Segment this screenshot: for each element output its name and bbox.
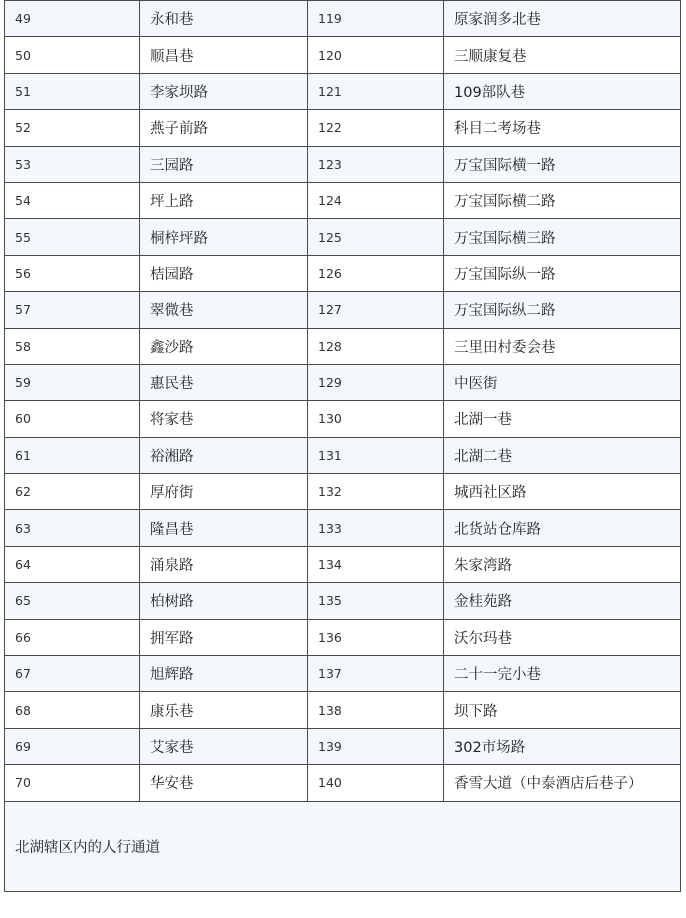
serial-number-left: 53 [5, 146, 140, 182]
street-name-right: 北货站仓库路 [444, 510, 681, 546]
table-row [5, 474, 681, 510]
serial-number-right: 131 [308, 437, 444, 473]
serial-number-left: 58 [5, 328, 140, 364]
street-name-right: 万宝国际纵二路 [444, 292, 681, 328]
table-row [5, 110, 681, 146]
table-row [5, 546, 681, 582]
street-name-right: 北湖一巷 [444, 401, 681, 437]
serial-number-right: 138 [308, 692, 444, 728]
street-name-left: 康乐巷 [140, 692, 308, 728]
street-name-left: 隆昌巷 [140, 510, 308, 546]
serial-number-right: 122 [308, 110, 444, 146]
table-row [5, 73, 681, 109]
serial-number-left: 52 [5, 110, 140, 146]
street-name-left: 顺昌巷 [140, 37, 308, 73]
street-name-left: 惠民巷 [140, 364, 308, 400]
street-name-right: 朱家湾路 [444, 546, 681, 582]
street-name-right: 坝下路 [444, 692, 681, 728]
serial-number-left: 63 [5, 510, 140, 546]
serial-number-right: 134 [308, 546, 444, 582]
street-name-right: 109部队巷 [444, 73, 681, 109]
table-row [5, 182, 681, 218]
serial-number-left: 62 [5, 474, 140, 510]
street-name-left: 三园路 [140, 146, 308, 182]
street-name-right: 原家润多北巷 [444, 1, 681, 37]
street-name-right: 三顺康复巷 [444, 37, 681, 73]
street-name-left: 李家坝路 [140, 73, 308, 109]
table-row [5, 37, 681, 73]
street-name-right: 302市场路 [444, 728, 681, 764]
street-name-left: 厚府街 [140, 474, 308, 510]
table-row [5, 437, 681, 473]
serial-number-left: 61 [5, 437, 140, 473]
serial-number-left: 51 [5, 73, 140, 109]
street-table-body [5, 1, 681, 892]
serial-number-right: 132 [308, 474, 444, 510]
table-row [5, 255, 681, 291]
street-name-right: 沃尔玛巷 [444, 619, 681, 655]
serial-number-right: 126 [308, 255, 444, 291]
street-name-right: 二十一完小巷 [444, 656, 681, 692]
serial-number-left: 55 [5, 219, 140, 255]
table-row [5, 328, 681, 364]
street-name-right: 三里田村委会巷 [444, 328, 681, 364]
serial-number-right: 136 [308, 619, 444, 655]
serial-number-left: 70 [5, 765, 140, 801]
street-name-left: 涌泉路 [140, 546, 308, 582]
table-row [5, 146, 681, 182]
serial-number-left: 57 [5, 292, 140, 328]
serial-number-right: 123 [308, 146, 444, 182]
serial-number-right: 128 [308, 328, 444, 364]
street-name-right: 中医街 [444, 364, 681, 400]
table-row [5, 510, 681, 546]
serial-number-right: 133 [308, 510, 444, 546]
serial-number-right: 124 [308, 182, 444, 218]
table-row [5, 1, 681, 37]
serial-number-right: 135 [308, 583, 444, 619]
street-name-left: 坪上路 [140, 182, 308, 218]
street-name-right: 科目二考场巷 [444, 110, 681, 146]
street-name-right: 万宝国际横一路 [444, 146, 681, 182]
table-row [5, 219, 681, 255]
street-name-right: 香雪大道（中泰酒店后巷子） [444, 765, 681, 801]
street-name-right: 万宝国际横三路 [444, 219, 681, 255]
street-name-left: 旭辉路 [140, 656, 308, 692]
table-row [5, 364, 681, 400]
street-name-left: 柏树路 [140, 583, 308, 619]
street-name-left: 燕子前路 [140, 110, 308, 146]
table-row [5, 292, 681, 328]
serial-number-right: 130 [308, 401, 444, 437]
street-name-right: 金桂苑路 [444, 583, 681, 619]
serial-number-left: 54 [5, 182, 140, 218]
serial-number-left: 66 [5, 619, 140, 655]
street-name-left: 鑫沙路 [140, 328, 308, 364]
serial-number-right: 140 [308, 765, 444, 801]
footer-note-row [5, 801, 681, 891]
street-name-right: 万宝国际纵一路 [444, 255, 681, 291]
table-row [5, 619, 681, 655]
street-name-table [4, 0, 681, 892]
street-name-left: 桐梓坪路 [140, 219, 308, 255]
serial-number-left: 50 [5, 37, 140, 73]
street-name-left: 将家巷 [140, 401, 308, 437]
serial-number-left: 68 [5, 692, 140, 728]
serial-number-left: 67 [5, 656, 140, 692]
table-row [5, 765, 681, 801]
serial-number-left: 59 [5, 364, 140, 400]
footer-note: 北湖辖区内的人行通道 [5, 801, 681, 891]
street-name-left: 桔园路 [140, 255, 308, 291]
table-row [5, 583, 681, 619]
serial-number-left: 56 [5, 255, 140, 291]
street-name-left: 翠微巷 [140, 292, 308, 328]
serial-number-right: 137 [308, 656, 444, 692]
street-name-right: 城西社区路 [444, 474, 681, 510]
serial-number-left: 49 [5, 1, 140, 37]
street-name-right: 北湖二巷 [444, 437, 681, 473]
serial-number-left: 65 [5, 583, 140, 619]
serial-number-left: 60 [5, 401, 140, 437]
table-row [5, 656, 681, 692]
table-row [5, 728, 681, 764]
street-name-left: 拥军路 [140, 619, 308, 655]
street-name-left: 艾家巷 [140, 728, 308, 764]
table-row [5, 692, 681, 728]
serial-number-left: 69 [5, 728, 140, 764]
serial-number-right: 119 [308, 1, 444, 37]
serial-number-right: 125 [308, 219, 444, 255]
street-name-left: 裕湘路 [140, 437, 308, 473]
serial-number-right: 121 [308, 73, 444, 109]
street-name-right: 万宝国际横二路 [444, 182, 681, 218]
serial-number-right: 120 [308, 37, 444, 73]
serial-number-right: 129 [308, 364, 444, 400]
serial-number-left: 64 [5, 546, 140, 582]
serial-number-right: 139 [308, 728, 444, 764]
serial-number-right: 127 [308, 292, 444, 328]
table-row [5, 401, 681, 437]
street-name-left: 华安巷 [140, 765, 308, 801]
street-name-left: 永和巷 [140, 1, 308, 37]
